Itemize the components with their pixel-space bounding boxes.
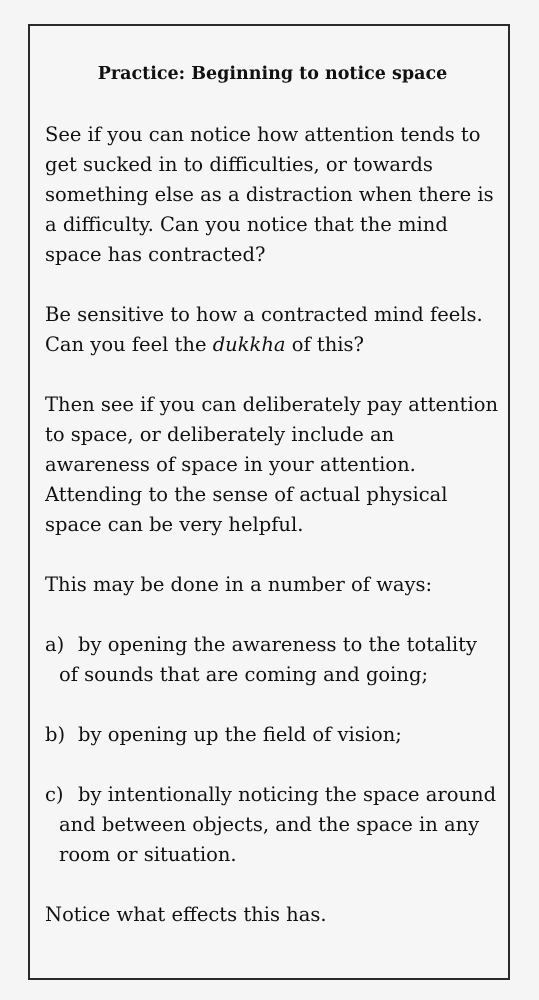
practice-content bbox=[45, 62, 500, 930]
practice-box bbox=[28, 24, 510, 980]
list-marker-b: b) bbox=[45, 723, 66, 746]
paragraph-contracted-mind-end: of this? bbox=[285, 333, 364, 356]
list-text-a: by opening the awareness to the totality of sounds that are coming and going; bbox=[59, 633, 478, 686]
list-item-c bbox=[45, 780, 500, 870]
list-item-b bbox=[45, 720, 500, 750]
paragraph-contracted-mind bbox=[45, 300, 500, 360]
paragraph-ways-intro: This may be done in a number of ways: bbox=[45, 573, 433, 596]
dukkha-term: dukkha bbox=[212, 333, 286, 356]
list-marker-a: a) bbox=[45, 633, 65, 656]
paragraph-notice-effects: Notice what effects this has. bbox=[45, 903, 327, 926]
paragraph-attend-space: Then see if you can deliberately pay attention to space, or deliberately include an awareness of space in your attention. Attending to the sense of actual physical space can be very helpful. bbox=[45, 393, 499, 536]
list-item-a bbox=[45, 630, 500, 690]
paragraph-contracted-mind-text: Be sensitive to how a contracted mind feels. Can you feel the bbox=[45, 303, 483, 356]
list-text-b: by opening up the field of vision; bbox=[78, 723, 402, 746]
list-text-c: by intentionally noticing the space around and between objects, and the space in any room or situation. bbox=[59, 783, 497, 866]
list-marker-c: c) bbox=[45, 783, 64, 806]
practice-title: Practice: Beginning to notice space bbox=[97, 64, 448, 84]
paragraph-notice-attention: See if you can notice how attention tends to get sucked in to difficulties, or towards something else as a distraction when there is a difficulty. Can you notice that the mind space has contracted? bbox=[45, 123, 494, 266]
